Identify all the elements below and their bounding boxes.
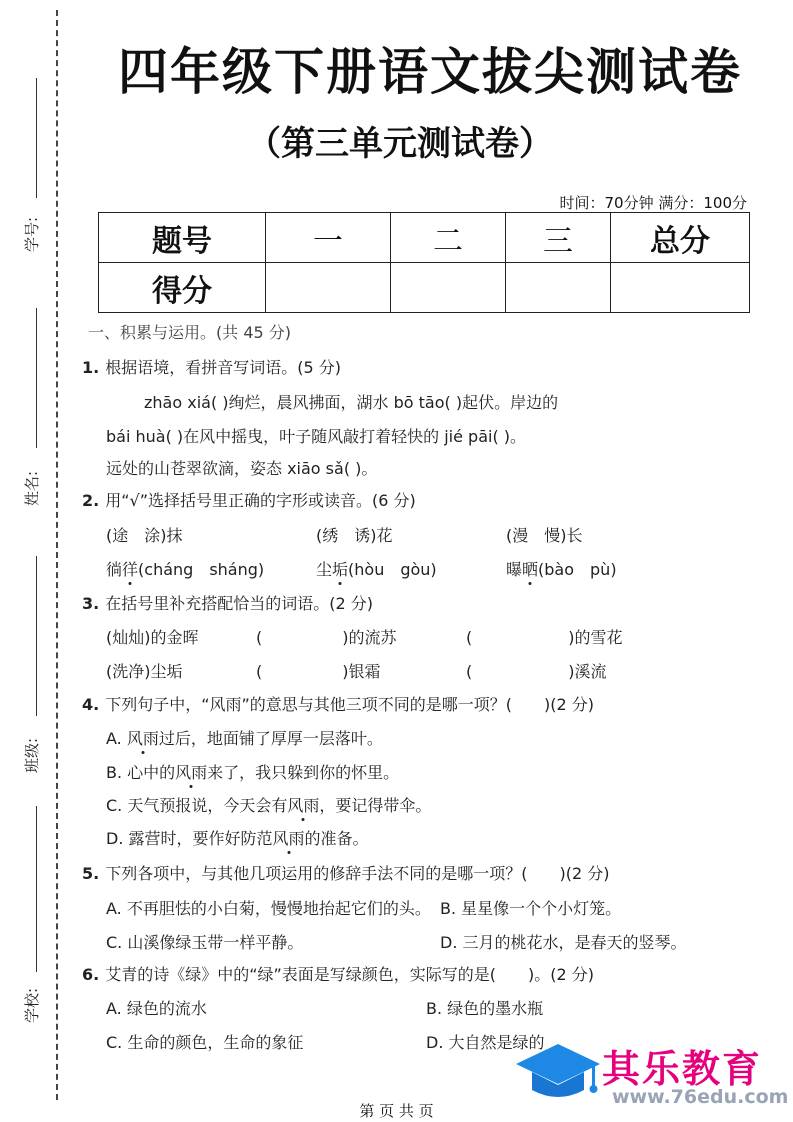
cell-score-label: 得分 — [99, 263, 266, 313]
section-heading: 一、积累与运用。(共 45 分) — [88, 323, 292, 342]
score-table — [98, 212, 750, 313]
q3-item-1: (灿灿)的金晖 — [106, 628, 199, 647]
score-input-part-2[interactable] — [391, 263, 506, 313]
question-5 — [82, 861, 609, 884]
question-1 — [82, 355, 341, 378]
q5-option-c: C. 山溪像绿玉带一样平静。 — [106, 933, 304, 952]
question-text: 艾青的诗《绿》中的“绿”表面是写绿颜色，实际写的是( )。(2 分) — [105, 965, 595, 984]
brand-name: 其乐教育 — [602, 1047, 763, 1091]
brand-logo — [512, 1034, 787, 1114]
page-subtitle: （第三单元测试卷） — [247, 124, 553, 164]
question-2 — [82, 488, 416, 511]
q2-option-4: 徜徉(cháng sháng) — [106, 560, 265, 579]
question-6 — [82, 962, 594, 985]
q3-item-3: ( )的雪花 — [466, 628, 623, 647]
student-id-label: 学号: — [23, 216, 42, 253]
q3-item-4: (洗净)尘垢 — [106, 662, 183, 681]
question-3 — [82, 591, 373, 614]
score-input-part-3[interactable] — [506, 263, 611, 313]
question-text: 下列句子中，“风雨”的意思与其他三项不同的是哪一项？( )(2 分) — [105, 695, 595, 714]
question-4 — [82, 692, 594, 715]
q5-option-d: D. 三月的桃花水，是春天的竖琴。 — [440, 933, 687, 952]
question-number: 1. — [82, 358, 100, 377]
binding-dashed-line — [56, 10, 58, 1100]
q6-option-a: A. 绿色的流水 — [106, 999, 207, 1018]
page-footer: 第 页 共 页 — [359, 1102, 434, 1120]
q1-line-1: zhāo xiá( )绚烂，晨风拂面，湖水 bō tāo( )起伏。岸边的 — [144, 393, 559, 412]
q2-option-5: 尘垢(hòu gòu) — [316, 560, 437, 579]
q1-line-2: bái huà( )在风中摇曳，叶子随风敲打着轻快的 jié pāi( )。 — [106, 427, 527, 446]
q2-option-2: (绣 诱)花 — [316, 526, 393, 545]
cell-part-3: 三 — [506, 213, 611, 263]
q1-line-3: 远处的山苍翠欲滴，姿态 xiāo sǎ( )。 — [106, 459, 378, 478]
q6-option-c: C. 生命的颜色，生命的象征 — [106, 1033, 304, 1052]
school-label: 学校: — [23, 987, 42, 1024]
score-table-score-row — [99, 263, 750, 313]
question-number: 2. — [82, 491, 100, 510]
cell-question-number: 题号 — [99, 213, 266, 263]
q6-option-d: D. 大自然是绿的 — [426, 1033, 545, 1052]
student-name-label: 姓名: — [23, 470, 42, 507]
q3-item-5: ( )银霜 — [256, 662, 381, 681]
q2-option-1: (途 涂)抹 — [106, 526, 183, 545]
q4-option-d: D. 露营时，要作好防范风雨的准备。 — [106, 829, 369, 848]
score-input-total[interactable] — [611, 263, 750, 313]
graduation-cap-icon — [512, 1038, 604, 1108]
question-number: 5. — [82, 864, 100, 883]
question-number: 4. — [82, 695, 100, 714]
brand-url: www.76edu.com — [612, 1086, 789, 1108]
q2-option-3: (漫 慢)长 — [506, 526, 583, 545]
question-text: 根据语境，看拼音写词语。(5 分) — [105, 358, 341, 377]
cell-part-2: 二 — [391, 213, 506, 263]
q3-item-2: ( )的流苏 — [256, 628, 397, 647]
q2-option-6: 曝晒(bào pù) — [506, 560, 617, 579]
q5-option-b: B. 星星像一个个小灯笼。 — [440, 899, 622, 918]
question-number: 6. — [82, 965, 100, 984]
score-input-part-1[interactable] — [266, 263, 391, 313]
question-text: 用“√”选择括号里正确的字形或读音。(6 分) — [105, 491, 416, 510]
question-text: 下列各项中，与其他几项运用的修辞手法不同的是哪一项？( )(2 分) — [105, 864, 610, 883]
q3-item-6: ( )溪流 — [466, 662, 607, 681]
q5-option-a: A. 不再胆怯的小白菊，慢慢地抬起它们的头。 — [106, 899, 431, 918]
q4-option-b: B. 心中的风雨来了，我只躲到你的怀里。 — [106, 763, 400, 782]
q6-option-b: B. 绿色的墨水瓶 — [426, 999, 544, 1018]
score-table-header-row — [99, 213, 750, 263]
q4-option-a: A. 风雨过后，地面铺了厚厚一层落叶。 — [106, 729, 383, 748]
page-title: 四年级下册语文拔尖测试卷 — [118, 43, 742, 101]
question-number: 3. — [82, 594, 100, 613]
time-score-info: 时间：70分钟 满分：100分 — [559, 194, 747, 212]
question-text: 在括号里补充搭配恰当的词语。(2 分) — [105, 594, 373, 613]
class-label: 班级: — [23, 737, 42, 774]
q4-option-c: C. 天气预报说，今天会有风雨，要记得带伞。 — [106, 796, 432, 815]
cell-part-1: 一 — [266, 213, 391, 263]
cell-total: 总分 — [611, 213, 750, 263]
